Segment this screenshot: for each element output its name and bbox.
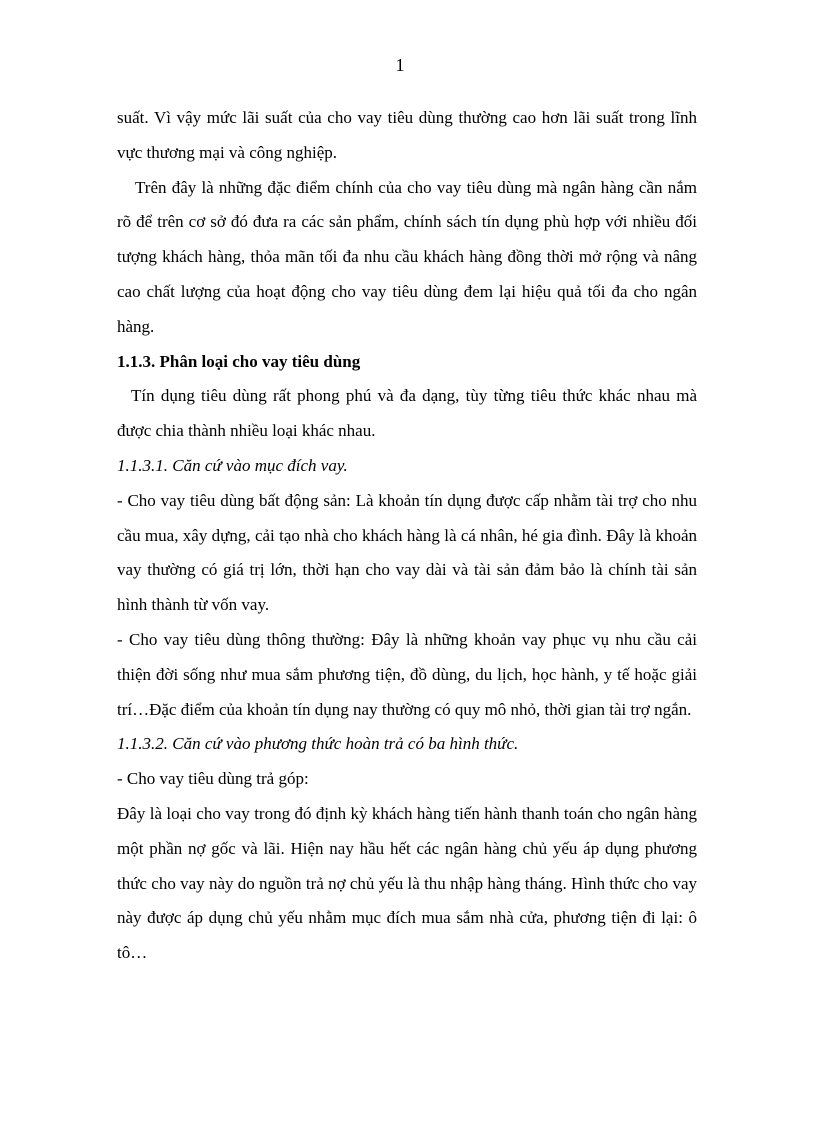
paragraph-2: Trên đây là những đặc điểm chính của cho vay tiêu dùng mà ngân hàng cần nắm rõ để trên cơ sở đó đưa ra các sản phẩm, chính sách tín dụng phù hợp với nhiều đối tượng khách hàng, thỏa mãn tối đa nhu cầu khách hàng đồng thời mở rộng và nâng cao chất lượng của hoạt động cho vay tiêu dùng đem lại hiệu quả tối đa cho ngân hàng. (117, 177, 697, 336)
paragraph-3: Tín dụng tiêu dùng rất phong phú và đa dạng, tùy từng tiêu thức khác nhau mà được chia thành nhiều loại khác nhau. (117, 386, 697, 441)
paragraph-4: - Cho vay tiêu dùng bất động sản: Là khoản tín dụng được cấp nhằm tài trợ cho nhu cầu mua, xây dựng, cải tạo nhà cho khách hàng là cá nhân, hé gia đình. Đây là khoản vay thường có giá trị lớn, thời hạn cho vay dài và tài sản đảm bảo là chính tài sản hình thành từ vốn vay. (117, 490, 697, 615)
document-body (117, 101, 697, 971)
paragraph-5: - Cho vay tiêu dùng thông thường: Đây là những khoản vay phục vụ nhu cầu cải thiện đời sống như mua sắm phương tiện, đồ dùng, du lịch, học hành, y tế hoặc giải trí…Đặc điểm của khoản tín dụng nay thường có quy mô nhỏ, thời gian tài trợ ngắn. (117, 629, 697, 719)
paragraph-1: suất. Vì vậy mức lãi suất của cho vay tiêu dùng thường cao hơn lãi suất trong lĩnh vực thương mại và công nghiệp. (117, 108, 697, 162)
paragraph-6: - Cho vay tiêu dùng trả góp: (117, 769, 309, 789)
subsection-heading-1-1-3-1: 1.1.3.1. Căn cứ vào mục đích vay. (117, 455, 348, 475)
subsection-heading-1-1-3-2: 1.1.3.2. Căn cứ vào phương thức hoàn trả có ba hình thức. (117, 734, 519, 754)
section-heading-1-1-3: 1.1.3. Phân loại cho vay tiêu dùng (117, 351, 361, 371)
page-number: 1 (395, 55, 405, 75)
paragraph-7: Đây là loại cho vay trong đó định kỳ khách hàng tiến hành thanh toán cho ngân hàng một phần nợ gốc và lãi. Hiện nay hầu hết các ngân hàng chủ yếu áp dụng phương thức cho vay này do nguồn trả nợ chủ yếu là thu nhập hàng tháng. Hình thức cho vay này được áp dụng chủ yếu nhằm mục đích mua sắm nhà cửa, phương tiện đi lại: ô tô… (117, 803, 697, 963)
